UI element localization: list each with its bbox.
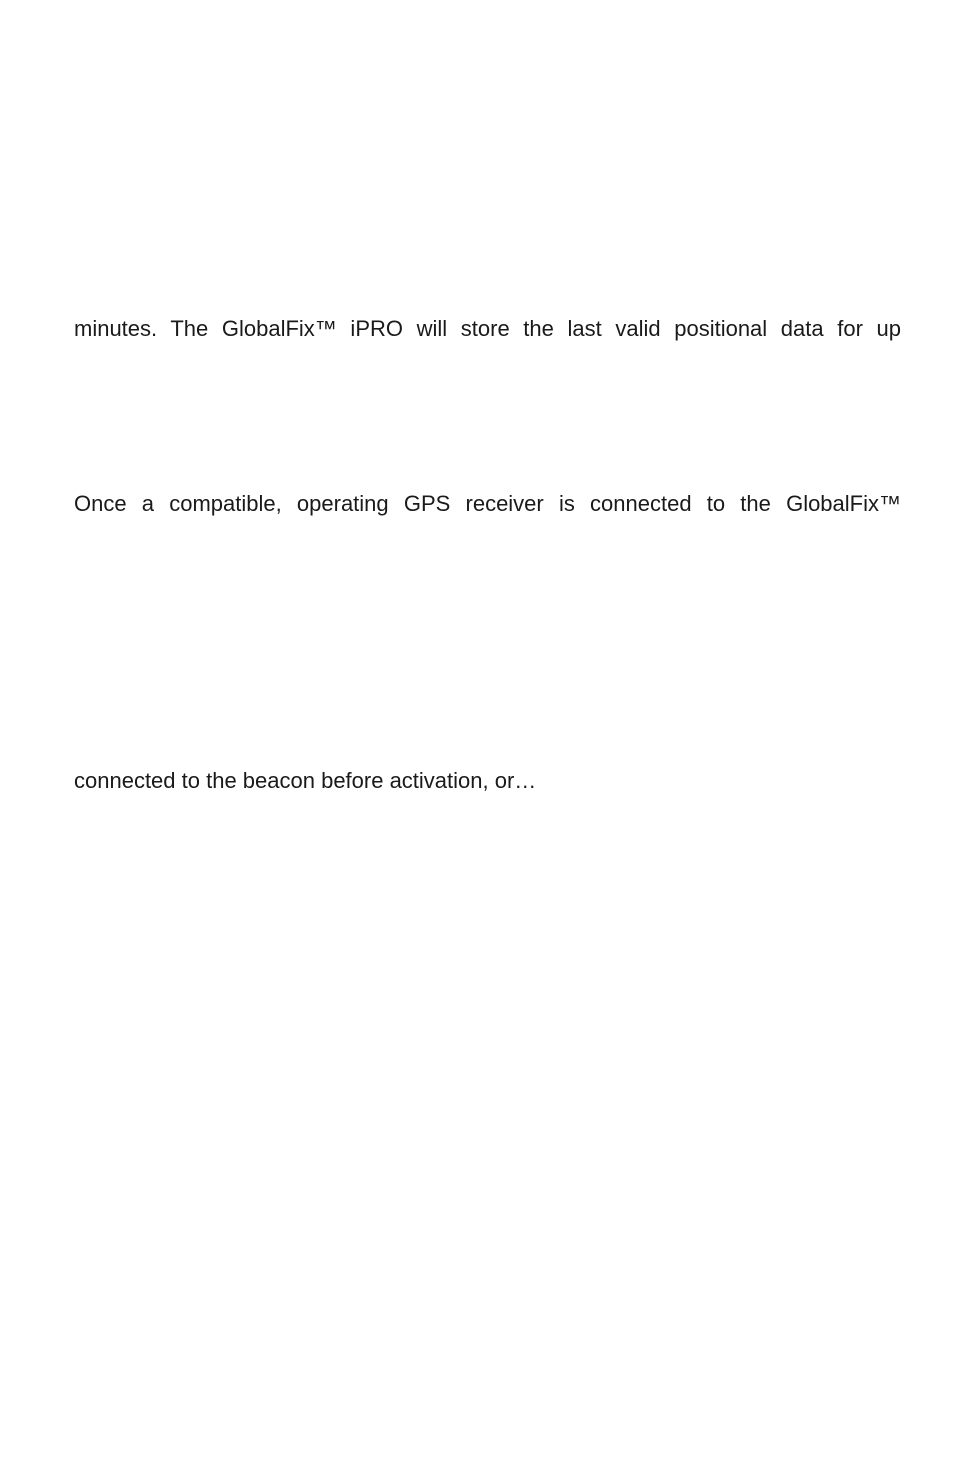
text-line: connected to the beacon before activation, or… [74,768,537,793]
text-line: minutes. The GlobalFix™ iPRO will store the last valid positional data for up [74,316,901,341]
text-line: Once a compatible, operating GPS receiver is connected to the GlobalFix™ [74,491,901,516]
